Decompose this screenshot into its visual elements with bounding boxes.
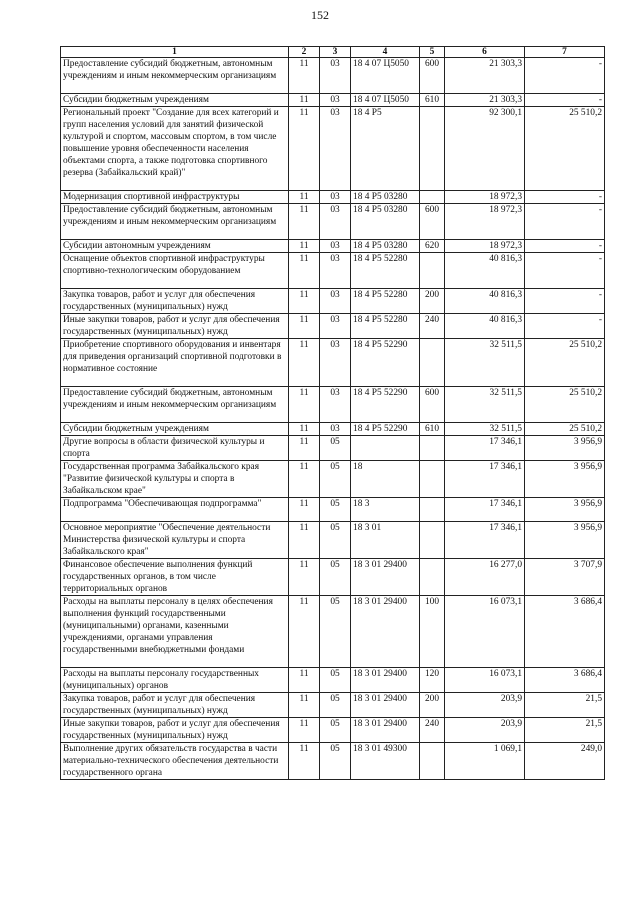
table-row (61, 107, 605, 191)
cell-v2: 25 510,2 (525, 423, 605, 436)
cell-csr: 18 4 P5 (351, 107, 420, 191)
cell-sec: 11 (289, 498, 320, 522)
cell-v2: - (525, 289, 605, 314)
cell-name: Региональный проект "Создание для всех категорий и групп населения условий для занятий физической культурой и спортом, массовым спортом, в том числе повышение уровня обеспеченности населения объектами спорта, а также подготовка спортивного резерва (Забайкальский край)" (61, 107, 289, 191)
cell-v2: - (525, 253, 605, 289)
cell-sec: 11 (289, 107, 320, 191)
cell-sec: 11 (289, 522, 320, 559)
cell-name: Государственная программа Забайкальского края "Развитие физической культуры и спорта в Забайкальском крае" (61, 461, 289, 498)
cell-sub: 03 (320, 289, 351, 314)
cell-v2: 3 707,9 (525, 559, 605, 596)
cell-v2: 21,5 (525, 718, 605, 743)
cell-sec: 11 (289, 436, 320, 461)
cell-vr (420, 436, 445, 461)
cell-sub: 03 (320, 58, 351, 94)
cell-vr: 610 (420, 94, 445, 107)
cell-name: Приобретение спортивного оборудования и инвентаря для приведения организаций спортивной подготовки в нормативное состояние (61, 339, 289, 387)
cell-csr: 18 3 01 29400 (351, 596, 420, 668)
table-row (61, 743, 605, 780)
cell-vr (420, 253, 445, 289)
cell-vr (420, 461, 445, 498)
cell-csr: 18 3 01 29400 (351, 668, 420, 693)
cell-name: Расходы на выплаты персоналу государственных (муниципальных) органов (61, 668, 289, 693)
cell-name: Субсидии бюджетным учреждениям (61, 423, 289, 436)
cell-sec: 11 (289, 94, 320, 107)
cell-sec: 11 (289, 668, 320, 693)
cell-name: Расходы на выплаты персоналу в целях обеспечения выполнения функций государственными (муниципальными) органами, казенными учреждениями, органами управления государственными внебюджетными фондами (61, 596, 289, 668)
cell-v2: 3 686,4 (525, 668, 605, 693)
cell-v2: 249,0 (525, 743, 605, 780)
cell-sec: 11 (289, 204, 320, 240)
cell-v1: 203,9 (445, 718, 525, 743)
cell-sub: 05 (320, 718, 351, 743)
cell-name: Основное мероприятие "Обеспечение деятельности Министерства физической культуры и спорта Забайкальского края" (61, 522, 289, 559)
cell-v2: - (525, 240, 605, 253)
cell-name: Подпрограмма "Обеспечивающая подпрограмма" (61, 498, 289, 522)
cell-v1: 17 346,1 (445, 498, 525, 522)
cell-v2: 3 686,4 (525, 596, 605, 668)
cell-sub: 05 (320, 522, 351, 559)
cell-v1: 18 972,3 (445, 191, 525, 204)
header-col-2: 2 (289, 47, 320, 58)
cell-vr: 200 (420, 693, 445, 718)
cell-vr: 600 (420, 58, 445, 94)
cell-sub: 03 (320, 253, 351, 289)
cell-vr: 620 (420, 240, 445, 253)
cell-sub: 03 (320, 204, 351, 240)
cell-sec: 11 (289, 718, 320, 743)
cell-v2: - (525, 314, 605, 339)
budget-table (60, 46, 605, 780)
cell-name: Иные закупки товаров, работ и услуг для обеспечения государственных (муниципальных) нужд (61, 314, 289, 339)
cell-vr: 610 (420, 423, 445, 436)
cell-vr (420, 743, 445, 780)
page-number: 152 (311, 8, 329, 22)
cell-name: Субсидии автономным учреждениям (61, 240, 289, 253)
header-col-6: 6 (445, 47, 525, 58)
table-row (61, 240, 605, 253)
cell-name: Закупка товаров, работ и услуг для обеспечения государственных (муниципальных) нужд (61, 289, 289, 314)
cell-sec: 11 (289, 693, 320, 718)
cell-v2: 25 510,2 (525, 107, 605, 191)
cell-csr: 18 4 P5 03280 (351, 240, 420, 253)
cell-v2: - (525, 204, 605, 240)
cell-v2: 3 956,9 (525, 522, 605, 559)
table-row (61, 668, 605, 693)
cell-csr: 18 4 07 Ц5050 (351, 94, 420, 107)
cell-sec: 11 (289, 240, 320, 253)
cell-name: Модернизация спортивной инфраструктуры (61, 191, 289, 204)
cell-sec: 11 (289, 387, 320, 423)
cell-csr: 18 4 P5 52280 (351, 314, 420, 339)
cell-v1: 1 069,1 (445, 743, 525, 780)
cell-sub: 05 (320, 498, 351, 522)
table-row (61, 522, 605, 559)
cell-sub: 05 (320, 668, 351, 693)
cell-sec: 11 (289, 314, 320, 339)
cell-v1: 21 303,3 (445, 94, 525, 107)
table-row (61, 596, 605, 668)
cell-sec: 11 (289, 289, 320, 314)
cell-vr: 120 (420, 668, 445, 693)
cell-csr: 18 3 01 29400 (351, 718, 420, 743)
cell-csr: 18 3 01 29400 (351, 693, 420, 718)
cell-sub: 05 (320, 693, 351, 718)
cell-csr: 18 4 P5 52290 (351, 423, 420, 436)
cell-sub: 05 (320, 559, 351, 596)
cell-csr: 18 4 P5 52290 (351, 387, 420, 423)
cell-csr: 18 3 (351, 498, 420, 522)
header-col-4: 4 (351, 47, 420, 58)
cell-v2: - (525, 191, 605, 204)
cell-vr (420, 522, 445, 559)
cell-v2: - (525, 58, 605, 94)
cell-vr: 240 (420, 314, 445, 339)
cell-v1: 40 816,3 (445, 253, 525, 289)
table-row (61, 693, 605, 718)
cell-v1: 40 816,3 (445, 289, 525, 314)
cell-v2: 3 956,9 (525, 436, 605, 461)
cell-v1: 17 346,1 (445, 436, 525, 461)
cell-csr: 18 3 01 29400 (351, 559, 420, 596)
header-row (61, 47, 605, 58)
cell-v1: 16 277,0 (445, 559, 525, 596)
cell-v2: 25 510,2 (525, 339, 605, 387)
cell-csr: 18 3 01 49300 (351, 743, 420, 780)
cell-name: Предоставление субсидий бюджетным, автономным учреждениям и иным некоммерческим организациям (61, 387, 289, 423)
header-col-5: 5 (420, 47, 445, 58)
cell-name: Финансовое обеспечение выполнения функций государственных органов, в том числе территориальных органов (61, 559, 289, 596)
table-row (61, 94, 605, 107)
cell-name: Закупка товаров, работ и услуг для обеспечения государственных (муниципальных) нужд (61, 693, 289, 718)
table-row (61, 718, 605, 743)
cell-sub: 05 (320, 743, 351, 780)
table-row (61, 253, 605, 289)
cell-sub: 05 (320, 596, 351, 668)
cell-vr: 600 (420, 204, 445, 240)
cell-name: Предоставление субсидий бюджетным, автономным учреждениям и иным некоммерческим организациям (61, 204, 289, 240)
cell-sec: 11 (289, 596, 320, 668)
cell-v2: 3 956,9 (525, 461, 605, 498)
cell-v1: 32 511,5 (445, 339, 525, 387)
cell-name: Предоставление субсидий бюджетным, автономным учреждениям и иным некоммерческим организациям (61, 58, 289, 94)
cell-csr: 18 3 01 (351, 522, 420, 559)
cell-vr (420, 559, 445, 596)
cell-name: Выполнение других обязательств государства в части материально-технического обеспечения деятельности государственного органа (61, 743, 289, 780)
cell-sub: 03 (320, 423, 351, 436)
cell-v2: - (525, 94, 605, 107)
cell-sub: 03 (320, 191, 351, 204)
table-row (61, 387, 605, 423)
cell-vr (420, 498, 445, 522)
table-row (61, 289, 605, 314)
cell-vr (420, 339, 445, 387)
cell-vr: 100 (420, 596, 445, 668)
cell-sub: 03 (320, 94, 351, 107)
table-row (61, 436, 605, 461)
cell-sub: 03 (320, 107, 351, 191)
cell-v1: 16 073,1 (445, 668, 525, 693)
header-col-7: 7 (525, 47, 605, 58)
cell-v2: 25 510,2 (525, 387, 605, 423)
cell-sub: 05 (320, 436, 351, 461)
cell-v2: 3 956,9 (525, 498, 605, 522)
cell-v1: 92 300,1 (445, 107, 525, 191)
table-row (61, 339, 605, 387)
cell-sec: 11 (289, 423, 320, 436)
cell-sec: 11 (289, 58, 320, 94)
cell-vr (420, 107, 445, 191)
cell-sec: 11 (289, 743, 320, 780)
header-col-3: 3 (320, 47, 351, 58)
cell-sub: 03 (320, 240, 351, 253)
cell-sub: 03 (320, 314, 351, 339)
cell-v1: 16 073,1 (445, 596, 525, 668)
table-row (61, 191, 605, 204)
header-col-1: 1 (61, 47, 289, 58)
cell-sec: 11 (289, 461, 320, 498)
cell-csr: 18 4 P5 03280 (351, 191, 420, 204)
table-row (61, 423, 605, 436)
cell-name: Субсидии бюджетным учреждениям (61, 94, 289, 107)
cell-v1: 21 303,3 (445, 58, 525, 94)
cell-sub: 03 (320, 339, 351, 387)
cell-v1: 17 346,1 (445, 522, 525, 559)
cell-sec: 11 (289, 253, 320, 289)
cell-v1: 32 511,5 (445, 423, 525, 436)
cell-csr: 18 4 P5 52290 (351, 339, 420, 387)
cell-vr (420, 191, 445, 204)
cell-sub: 05 (320, 461, 351, 498)
cell-sub: 03 (320, 387, 351, 423)
table-row (61, 559, 605, 596)
cell-v1: 18 972,3 (445, 204, 525, 240)
cell-sec: 11 (289, 339, 320, 387)
cell-v1: 17 346,1 (445, 461, 525, 498)
table-row (61, 498, 605, 522)
cell-vr: 240 (420, 718, 445, 743)
cell-name: Оснащение объектов спортивной инфраструктуры спортивно-технологическим оборудованием (61, 253, 289, 289)
cell-v2: 21,5 (525, 693, 605, 718)
cell-vr: 200 (420, 289, 445, 314)
table-row (61, 314, 605, 339)
cell-csr: 18 (351, 461, 420, 498)
table-row (61, 461, 605, 498)
cell-csr: 18 4 07 Ц5050 (351, 58, 420, 94)
cell-v1: 40 816,3 (445, 314, 525, 339)
cell-csr (351, 436, 420, 461)
cell-name: Иные закупки товаров, работ и услуг для обеспечения государственных (муниципальных) нужд (61, 718, 289, 743)
cell-v1: 203,9 (445, 693, 525, 718)
cell-v1: 18 972,3 (445, 240, 525, 253)
cell-name: Другие вопросы в области физической культуры и спорта (61, 436, 289, 461)
cell-csr: 18 4 P5 52280 (351, 289, 420, 314)
cell-csr: 18 4 P5 52280 (351, 253, 420, 289)
cell-v1: 32 511,5 (445, 387, 525, 423)
cell-sec: 11 (289, 191, 320, 204)
table-row (61, 58, 605, 94)
table-row (61, 204, 605, 240)
cell-vr: 600 (420, 387, 445, 423)
cell-sec: 11 (289, 559, 320, 596)
cell-csr: 18 4 P5 03280 (351, 204, 420, 240)
